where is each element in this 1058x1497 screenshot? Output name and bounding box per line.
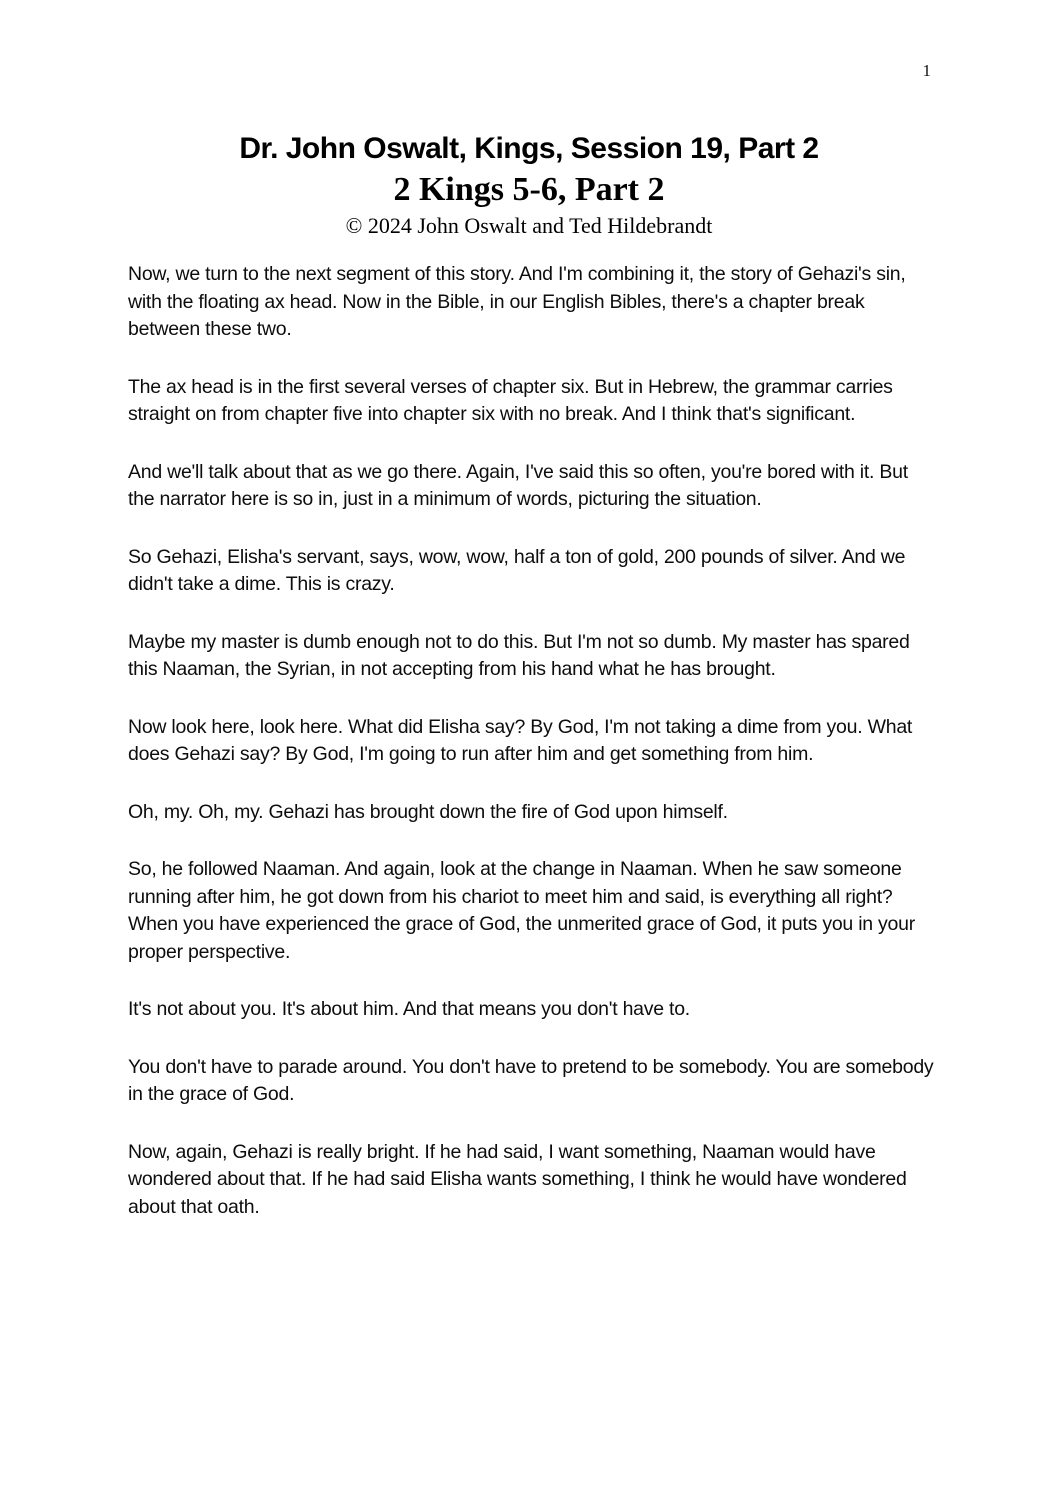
- paragraph: So, he followed Naaman. And again, look at the change in Naaman. When he saw someone running after him, he got down from his chariot to meet him and said, is everything all right? When you have experienced the grace of God, the unmerited grace of God, it puts you in your proper perspective.: [128, 858, 915, 963]
- paragraph: Maybe my master is dumb enough not to do this. But I'm not so dumb. My master has spared this Naaman, the Syrian, in not accepting from his hand what he has brought.: [128, 630, 910, 680]
- paragraph: You don't have to parade around. You don't have to pretend to be somebody. You are somebody in the grace of God.: [128, 1055, 934, 1105]
- paragraph: And we'll talk about that as we go there. Again, I've said this so often, you're bored with it. But the narrator here is so in, just in a minimum of words, picturing the situation.: [128, 460, 908, 510]
- paragraph: It's not about you. It's about him. And that means you don't have to.: [128, 998, 690, 1020]
- page-number: 1: [922, 61, 931, 80]
- paragraph: Now, we turn to the next segment of this story. And I'm combining it, the story of Gehazi's sin, with the floating ax head. Now in the Bible, in our English Bibles, there's a chapter break between these two.: [128, 263, 906, 340]
- document-header: [0, 0, 1058, 239]
- paragraph: So Gehazi, Elisha's servant, says, wow, wow, half a ton of gold, 200 pounds of silver. And we didn't take a dime. This is crazy.: [128, 545, 906, 595]
- document-body: [128, 261, 934, 1221]
- paragraph: The ax head is in the first several verses of chapter six. But in Hebrew, the grammar carries straight on from chapter five into chapter six with no break. And I think that's significant.: [128, 375, 893, 425]
- paragraph: Oh, my. Oh, my. Gehazi has brought down the fire of God upon himself.: [128, 800, 728, 823]
- document-title: Dr. John Oswalt, Kings, Session 19, Part 2: [239, 132, 819, 165]
- paragraph: Now, again, Gehazi is really bright. If he had said, I want something, Naaman would have wondered about that. If he had said Elisha wants something, I think he would have wondered about that oath.: [128, 1140, 907, 1218]
- document-subtitle: 2 Kings 5-6, Part 2: [393, 171, 665, 208]
- copyright-line: © 2024 John Oswalt and Ted Hildebrandt: [345, 213, 713, 238]
- paragraph: Now look here, look here. What did Elisha say? By God, I'm not taking a dime from you. What does Gehazi say? By God, I'm going to run after him and get something from him.: [128, 715, 913, 765]
